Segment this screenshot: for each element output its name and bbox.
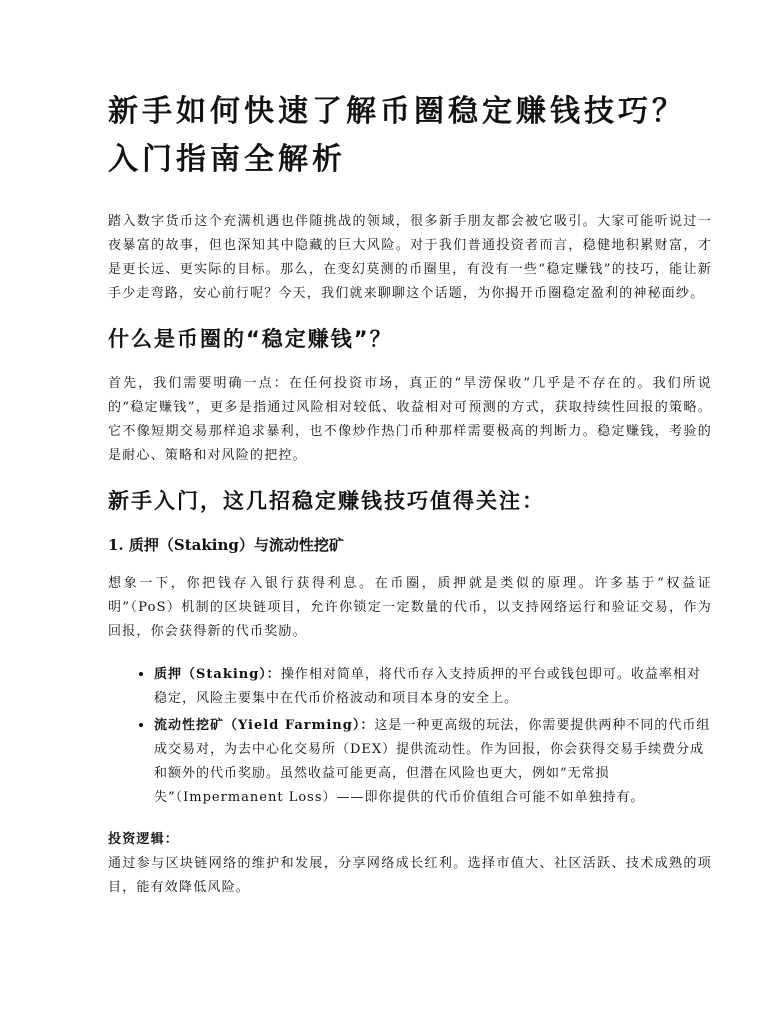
list-item-text: 这是一种更高级的玩法，你需要提供两种不同的代币组成交易对，为去中心化交易所（DEX）提供流动性。作为回报，你会获得交易手续费分成和额外的代币奖励。虽然收益可能更高，但潜在风险也更大，例如“无常损失”（Impermanent Loss）——即你提供的代币价值组合可能不如单独持有。 — [154, 718, 711, 805]
list-item — [154, 662, 712, 711]
list-item-text: 操作相对简单，将代币存入支持质押的平台或钱包即可。收益率相对稳定，风险主要集中在代币价格波动和项目本身的安全上。 — [154, 667, 701, 706]
list-item — [154, 713, 712, 810]
bullet-list — [108, 662, 712, 810]
section-heading-tips: 新手入门，这几招稳定赚钱技巧值得关注： — [108, 489, 545, 513]
investment-logic-title: 投资逻辑： — [108, 832, 180, 847]
section-heading-stable-earning: 什么是币圈的“稳定赚钱”？ — [108, 327, 393, 351]
list-item-term: 流动性挖矿（Yield Farming）： — [154, 718, 375, 733]
subheading-staking: 1. 质押（Staking）与流动性挖矿 — [108, 536, 344, 554]
intro-paragraph: 踏入数字货币这个充满机遇也伴随挑战的领域，很多新手朋友都会被它吸引。大家可能听说过一夜暴富的故事，但也深知其中隐藏的巨大风险。对于我们普通投资者而言，稳健地积累财富，才是更长远、更实际的目标。那么，在变幻莫测的币圈里，有没有一些“稳定赚钱”的技巧，能让新手少走弯路，安心前行呢？今天，我们就来聊聊这个话题，为你揭开币圈稳定盈利的神秘面纱。 — [108, 214, 712, 301]
staking-paragraph: 想象一下，你把钱存入银行获得利息。在币圈，质押就是类似的原理。许多基于“权益证明”（PoS）机制的区块链项目，允许你锁定一定数量的代币，以支持网络运行和验证交易，作为回报，你会获得新的代币奖励。 — [108, 576, 712, 639]
section-paragraph-stable-earning: 首先，我们需要明确一点：在任何投资市场，真正的“旱涝保收”几乎是不存在的。我们所说的“稳定赚钱”，更多是指通过风险相对较低、收益相对可预测的方式，获取持续性回报的策略。它不像短期交易那样追求暴利，也不像炒作热门币种那样需要极高的判断力。稳定赚钱，考验的是耐心、策略和对风险的把控。 — [108, 376, 712, 463]
list-item-term: 质押（Staking）： — [154, 667, 281, 682]
investment-logic-body: 通过参与区块链网络的维护和发展，分享网络成长红利。选择市值大、社区活跃、技术成熟的项目，能有效降低风险。 — [108, 856, 712, 895]
page-title: 新手如何快速了解币圈稳定赚钱技巧？入门指南全解析 — [108, 94, 686, 177]
